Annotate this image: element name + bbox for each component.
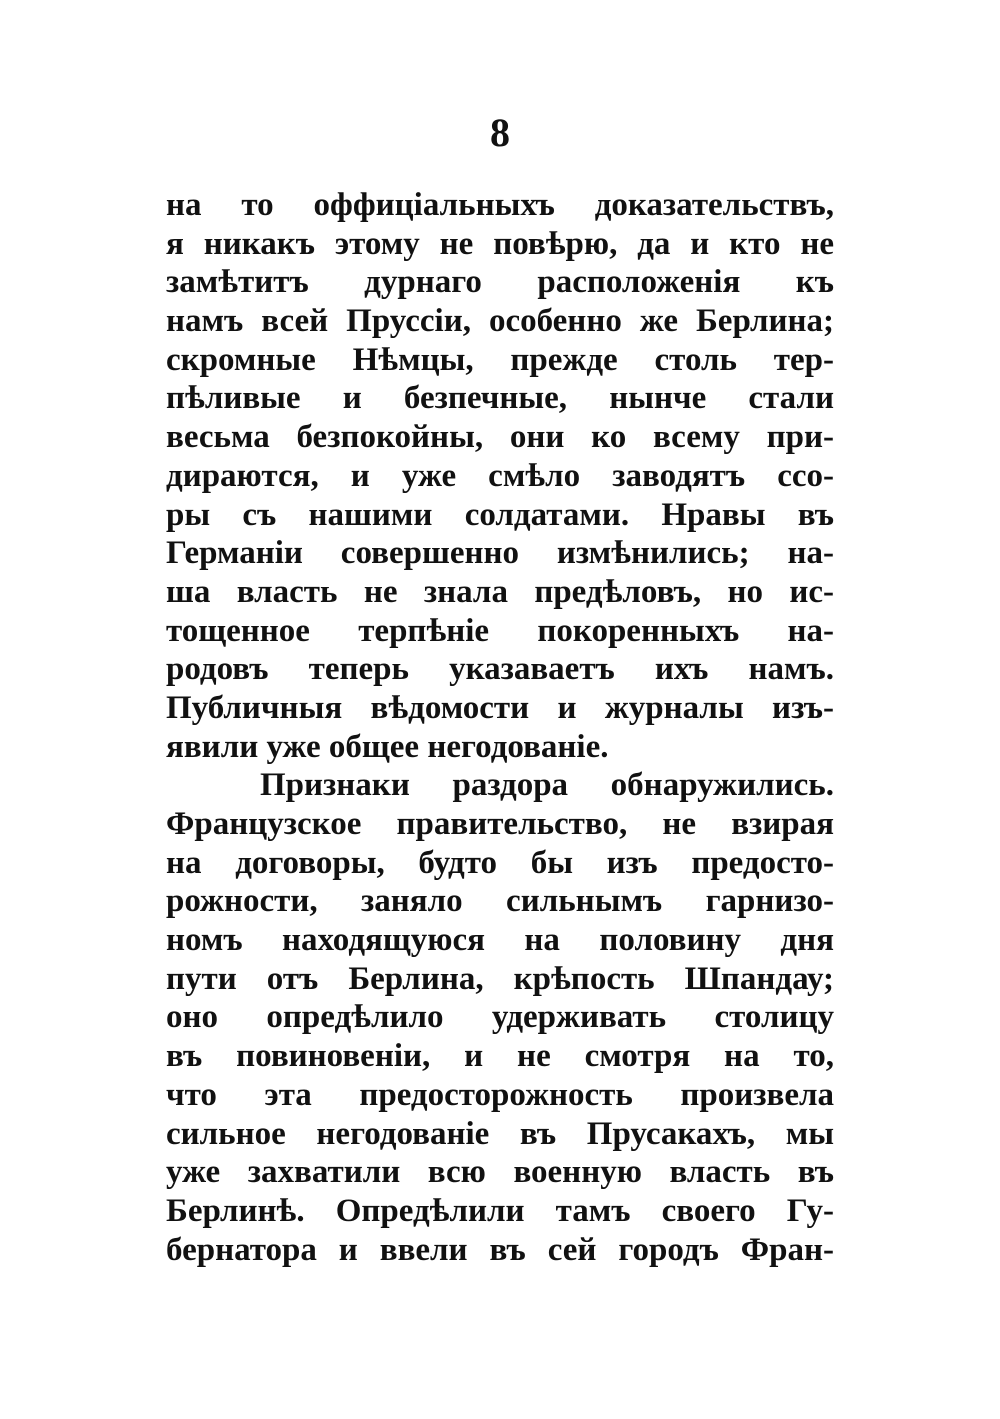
paragraph-1 <box>166 186 834 766</box>
text-line: оно опредѣлило удерживать столицу <box>166 999 834 1036</box>
text-line: скромные Нѣмцы, прежде столь тер- <box>166 341 834 378</box>
text-line: номъ находящуюся на половину дня <box>166 922 834 959</box>
text-line: на договоры, будто бы изъ предосто- <box>166 844 834 881</box>
text-line: пути отъ Берлина, крѣпость Шпандау; <box>166 960 834 997</box>
text-line: тощенное терпѣніе покоренныхъ на- <box>166 612 834 649</box>
paragraph-2 <box>166 766 834 1269</box>
text-line: Французское правительство, не взирая <box>166 806 834 842</box>
text-line: я никакъ этому не повѣрю, да и кто не <box>166 225 834 262</box>
text-line: намъ всей Пруссіи, особенно же Берлина; <box>166 303 834 340</box>
text-line: дираются, и уже смѣло заводятъ ссо- <box>166 457 834 494</box>
body-text <box>166 186 834 1269</box>
text-line: весьма безпокойны, они ко всему при- <box>166 419 834 456</box>
text-line: пѣливые и безпечные, нынче стали <box>166 380 834 417</box>
text-line: замѣтитъ дурнаго расположенія къ <box>166 264 834 301</box>
text-line: сильное негодованіе въ Прусакахъ, мы <box>166 1115 834 1152</box>
text-line: въ повиновеніи, и не смотря на то, <box>166 1038 834 1075</box>
text-line: Публичныя вѣдомости и журналы изъ- <box>166 689 834 726</box>
text-line: бернатора и ввели въ сей городъ Фран- <box>166 1231 834 1268</box>
text-line: Германіи совершенно измѣнились; на- <box>166 535 834 572</box>
text-line: ры съ нашими солдатами. Нравы въ <box>166 496 834 533</box>
page-number: 8 <box>490 110 510 155</box>
text-line: Берлинѣ. Опредѣлили тамъ своего Гу- <box>166 1192 834 1229</box>
text-line: уже захватили всю военную власть въ <box>166 1154 834 1191</box>
text-line: ша власть не знала предѣловъ, но ис- <box>166 573 834 610</box>
text-line: что эта предосторожность произвела <box>166 1076 834 1113</box>
text-line: на то оффиціальныхъ доказательствъ, <box>166 187 834 223</box>
text-line: Признаки раздора обнаружились. <box>260 767 834 804</box>
text-line: рожности, заняло сильнымъ гарнизо- <box>166 883 834 920</box>
text-line: явили уже общее негодованіе. <box>166 728 609 765</box>
text-line: родовъ теперь указаваетъ ихъ намъ. <box>166 651 834 688</box>
